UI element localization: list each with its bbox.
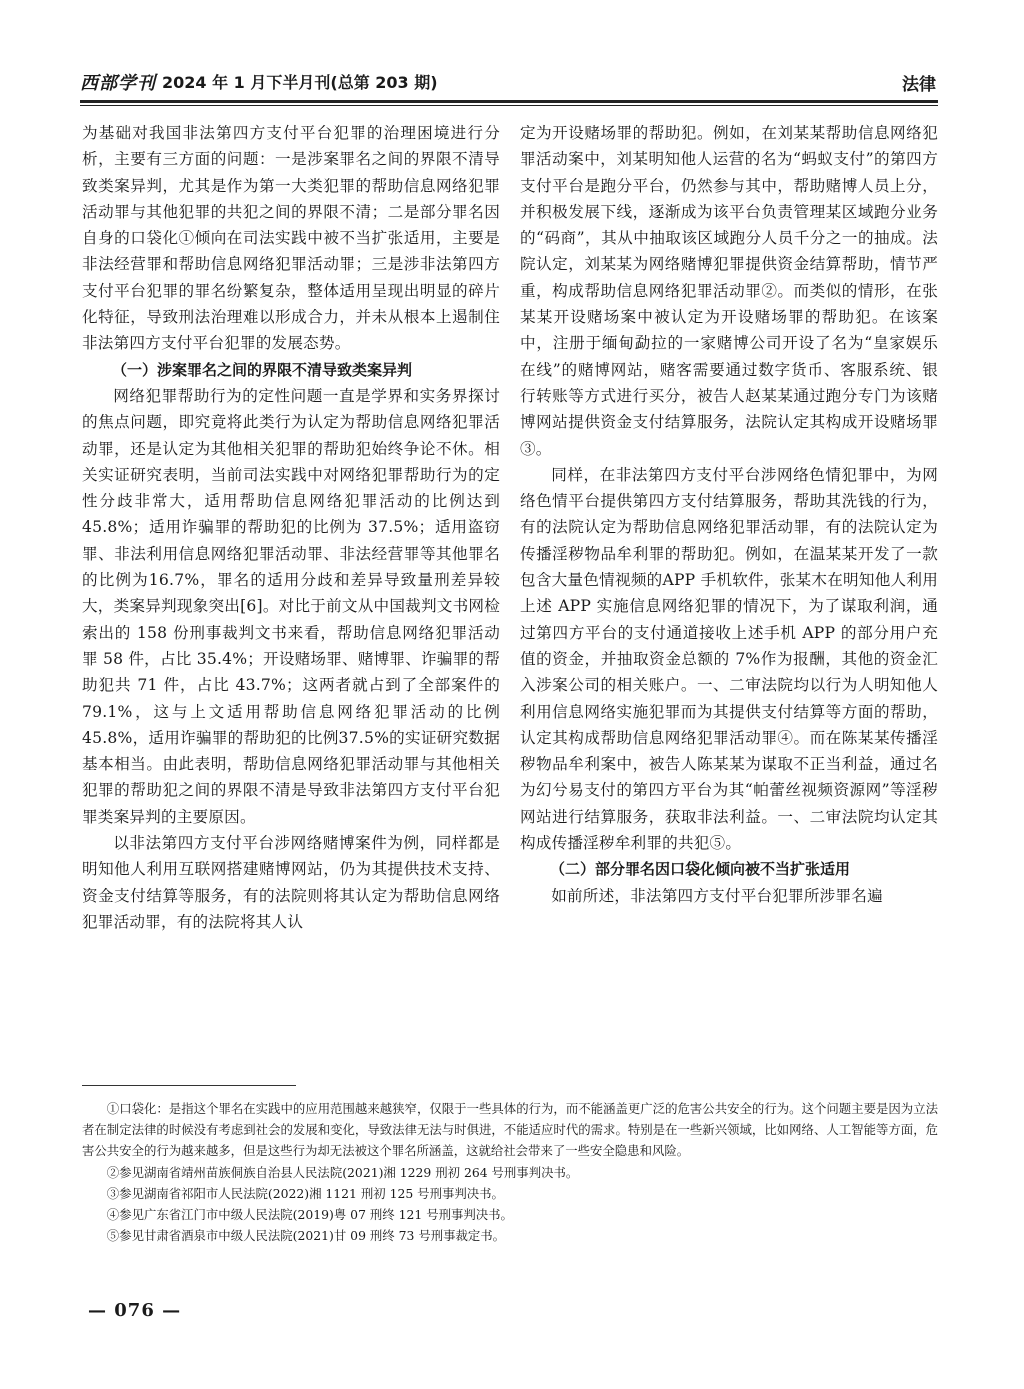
header-rule-thick [80,100,938,103]
right-column [520,120,938,909]
footnotes [82,1098,938,1246]
body-paragraph: 同样，在非法第四方支付平台涉网络色情犯罪中，为网络色情平台提供第四方支付结算服务，帮助其洗钱的行为，有的法院认定为帮助信息网络犯罪活动罪，有的法院认定为传播淫秽物品牟利罪的帮助犯。例如，在温某某开发了一款包含大量色情视频的APP 手机软件，张某木在明知他人利用上述 APP 实施信息网络犯罪的情况下，为了谋取利润，通过第四方平台的支付通道接收上述手机 APP 的部分用户充值的资金，并抽取资金总额的 7%作为报酬，其他的资金汇入涉案公司的相关账户。一、二审法院均以行为人明知他人利用信息网络实施犯罪而为其提供支付结算等方面的帮助，认定其构成帮助信息网络犯罪活动罪④。而在陈某某传播淫秽物品牟利案中，被告人陈某某为谋取不正当利益，通过名为幻兮易支付的第四方平台为其“帕蕾丝视频资源网”等淫秽网站进行结算服务，获取非法利益。一、二审法院均认定其构成传播淫秽牟利罪的共犯⑤。 [520,465,938,853]
body-paragraph: 如前所述，非法第四方支付平台犯罪所涉罪名遍 [551,886,883,905]
footnote: ①口袋化：是指这个罪名在实践中的应用范围越来越狭窄，仅限于一些具体的行为，而不能涵盖更广泛的危害公共安全的行为。这个问题主要是因为立法者在制定法律的时候没有考虑到社会的发展和变化，导致法律无法与时俱进，不能适应时代的需求。特别是在一些新兴领域，比如网络、人工智能等方面，危害公共安全的行为越来越多，但是这些行为却无法被这个罪名所涵盖，这就给社会带来了一些安全隐患和风险。 [82,1101,938,1159]
body-paragraph: 为基础对我国非法第四方支付平台犯罪的治理困境进行分析，主要有三方面的问题：一是涉案罪名之间的界限不清导致类案异判，尤其是作为第一大类犯罪的帮助信息网络犯罪活动罪与其他犯罪的共犯之间的界限不清；二是部分罪名因自身的口袋化①倾向在司法实践中被不当扩张适用，主要是非法经营罪和帮助信息网络犯罪活动罪；三是涉非法第四方支付平台犯罪的罪名纷繁复杂，整体适用呈现出明显的碎片化特征，导致刑法治理难以形成合力，并未从根本上遏制住非法第四方支付平台犯罪的发展态势。 [82,124,500,353]
footnote-divider [82,1085,296,1086]
footnote: ⑤参见甘肃省酒泉市中级人民法院(2021)甘 09 刑终 73 号刑事裁定书。 [106,1228,506,1244]
footnote: ③参见湖南省祁阳市人民法院(2022)湘 1121 刑初 125 号刑事判决书。 [106,1185,504,1201]
section-heading: （一）涉案罪名之间的界限不清导致类案异判 [112,360,413,379]
header-rule-thin [80,105,938,106]
section-label: 法律 [902,75,936,95]
body-paragraph: 以非法第四方支付平台涉网络赌博案件为例，同样都是明知他人利用互联网搭建赌博网站，仍为其提供技术支持、资金支付结算等服务，有的法院则将其认定为帮助信息网络犯罪活动罪，有的法院将其人认 [82,834,500,931]
journal-logo: 西部学刊 [80,73,156,94]
left-column [82,120,500,935]
issue-info: 2024 年 1 月下半月刊(总第 203 期) [162,73,438,92]
section-heading: （二）部分罪名因口袋化倾向被不当扩张适用 [550,860,851,879]
footnote: ②参见湖南省靖州苗族侗族自治县人民法院(2021)湘 1229 刑初 264 号刑事判决书。 [106,1164,579,1180]
footnote: ④参见广东省江门市中级人民法院(2019)粤 07 刑终 121 号刑事判决书。 [106,1207,513,1223]
page-number: — 076 — [88,1300,182,1321]
body-paragraph: 网络犯罪帮助行为的定性问题一直是学界和实务界探讨的焦点问题，即究竟将此类行为认定为帮助信息网络犯罪活动罪，还是认定为其他相关犯罪的帮助犯始终争论不休。相关实证研究表明，当前司法实践中对网络犯罪帮助行为的定性分歧非常大，适用帮助信息网络犯罪活动的比例达到 45.8%；适用诈骗罪的帮助犯的比例为 37.5%；适用盗窃罪、非法利用信息网络犯罪活动罪、非法经营罪等其他罪名的比例为16.7%，罪名的适用分歧和差异导致量刑差异较大，类案异判现象突出[6]。对比于前文从中国裁判文书网检索出的 158 份刑事裁判文书来看，帮助信息网络犯罪活动罪 58 件，占比 35.4%；开设赌场罪、赌博罪、诈骗罪的帮助犯共 71 件，占比 43.7%；这两者就占到了全部案件的 79.1%，这与上文适用帮助信息网络犯罪活动的比例 45.8%，适用诈骗罪的帮助犯的比例37.5%的实证研究数据基本相当。由此表明，帮助信息网络犯罪活动罪与其他相关犯罪的帮助犯之间的界限不清是导致非法第四方支付平台犯罪类案异判的主要原因。 [82,386,500,826]
running-header [80,68,938,98]
body-paragraph: 定为开设赌场罪的帮助犯。例如，在刘某某帮助信息网络犯罪活动案中，刘某明知他人运营的名为“蚂蚁支付”的第四方支付平台是跑分平台，仍然参与其中，帮助赌博人员上分，并积极发展下线，逐渐成为该平台负责管理某区域跑分业务的“码商”，其从中抽取该区域跑分人员千分之一的抽成。法院认定，刘某某为网络赌博犯罪提供资金结算帮助，情节严重，构成帮助信息网络犯罪活动罪②。而类似的情形，在张某某开设赌场案中被认定为开设赌场罪的帮助犯。在该案中，注册于缅甸勐拉的一家赌博公司开设了名为“皇家娱乐在线”的赌博网站，赌客需要通过数字货币、客服系统、银行转账等方式进行买分，被告人赵某某通过跑分专门为该赌博网站提供资金支付结算服务，法院认定其构成开设赌场罪③。 [520,124,938,458]
